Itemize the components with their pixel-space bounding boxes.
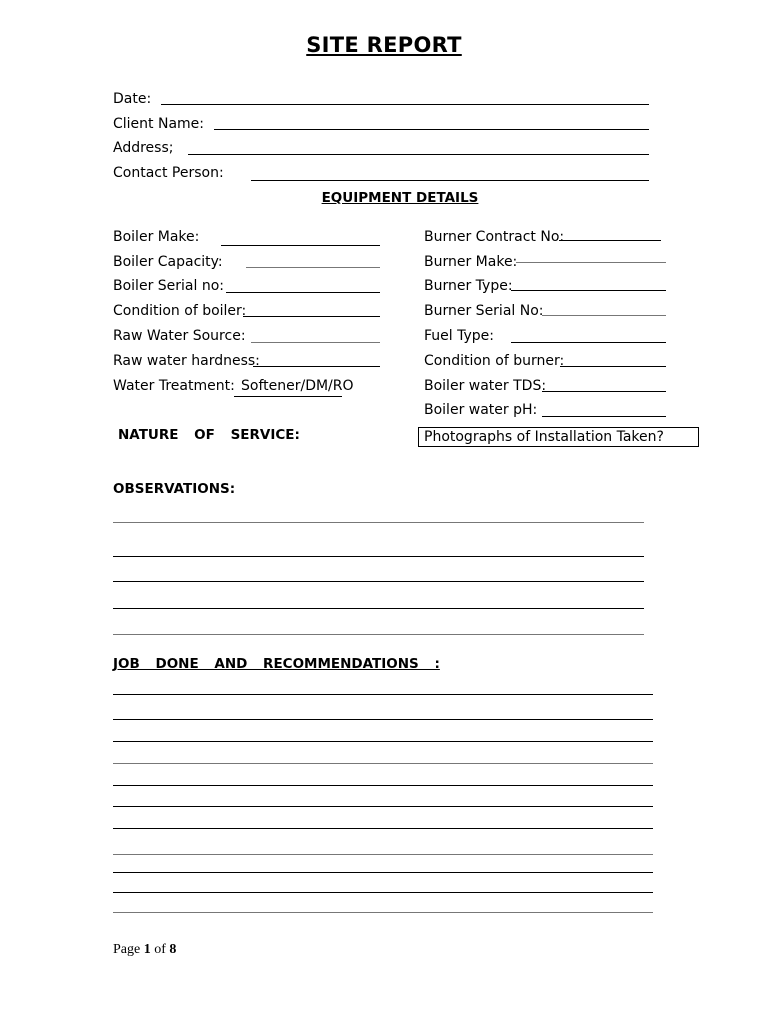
water-treatment-label: Water Treatment: — [113, 378, 235, 394]
water-treatment-value: Softener/DM/RO — [241, 378, 354, 394]
observation-line[interactable] — [113, 581, 644, 582]
of-word: of — [154, 942, 166, 957]
total-pages: 8 — [169, 942, 177, 957]
job-done-line[interactable] — [113, 719, 653, 720]
burner-serial-field[interactable] — [542, 315, 666, 316]
boiler-serial-label: Boiler Serial no: — [113, 278, 224, 294]
burner-type-label: Burner Type: — [424, 278, 513, 294]
page-title: SITE REPORT — [306, 33, 462, 57]
burner-condition-label: Condition of burner: — [424, 353, 565, 369]
burner-contract-label: Burner Contract No: — [424, 229, 565, 245]
address-label: Address; — [113, 140, 174, 156]
boiler-water-tds-label: Boiler water TDS: — [424, 378, 547, 394]
boiler-water-tds-field[interactable] — [542, 391, 666, 392]
raw-water-source-label: Raw Water Source: — [113, 328, 246, 344]
boiler-water-ph-label: Boiler water pH: — [424, 402, 538, 418]
raw-water-hardness-label: Raw water hardness: — [113, 353, 260, 369]
job-done-line[interactable] — [113, 694, 653, 695]
nature-of-service-heading: NATURE OF SERVICE: — [118, 427, 300, 443]
observation-line[interactable] — [113, 634, 644, 635]
burner-condition-field[interactable] — [560, 366, 666, 367]
boiler-capacity-field[interactable] — [246, 267, 380, 268]
equipment-details-heading: EQUIPMENT DETAILS — [321, 190, 479, 206]
burner-serial-label: Burner Serial No: — [424, 303, 544, 319]
burner-make-label: Burner Make: — [424, 254, 518, 270]
current-page: 1 — [143, 942, 151, 957]
job-done-line[interactable] — [113, 806, 653, 807]
date-field[interactable] — [161, 104, 649, 105]
date-label: Date: — [113, 91, 152, 107]
job-done-line[interactable] — [113, 828, 653, 829]
burner-contract-field[interactable] — [559, 240, 661, 241]
fuel-type-label: Fuel Type: — [424, 328, 494, 344]
boiler-make-field[interactable] — [221, 245, 380, 246]
boiler-water-ph-field[interactable] — [542, 416, 666, 417]
job-done-line[interactable] — [113, 741, 653, 742]
address-field[interactable] — [188, 154, 649, 155]
observation-line[interactable] — [113, 556, 644, 557]
raw-water-source-field[interactable] — [251, 342, 380, 343]
job-done-line[interactable] — [113, 912, 653, 913]
client-name-label: Client Name: — [113, 116, 204, 132]
contact-person-field[interactable] — [251, 180, 649, 181]
observation-line[interactable] — [113, 608, 644, 609]
boiler-serial-field[interactable] — [226, 292, 380, 293]
job-done-line[interactable] — [113, 872, 653, 873]
page-word: Page — [113, 942, 141, 957]
page-number — [113, 942, 176, 958]
contact-person-label: Contact Person: — [113, 165, 224, 181]
client-name-field[interactable] — [214, 129, 649, 130]
observation-line[interactable] — [113, 522, 644, 523]
boiler-make-label: Boiler Make: — [113, 229, 200, 245]
boiler-capacity-label: Boiler Capacity: — [113, 254, 223, 270]
job-done-line[interactable] — [113, 892, 653, 893]
observations-heading: OBSERVATIONS: — [113, 481, 236, 497]
job-done-heading: JOB DONE AND RECOMMENDATIONS : — [113, 656, 440, 672]
water-treatment-field[interactable] — [234, 396, 342, 397]
fuel-type-field[interactable] — [511, 342, 666, 343]
burner-type-field[interactable] — [511, 290, 666, 291]
job-done-line[interactable] — [113, 785, 653, 786]
photographs-box[interactable]: Photographs of Installation Taken? — [418, 427, 699, 447]
boiler-condition-field[interactable] — [243, 316, 380, 317]
boiler-condition-label: Condition of boiler: — [113, 303, 247, 319]
raw-water-hardness-field[interactable] — [253, 366, 380, 367]
job-done-line[interactable] — [113, 763, 653, 764]
burner-make-field[interactable] — [516, 262, 666, 263]
job-done-line[interactable] — [113, 854, 653, 855]
